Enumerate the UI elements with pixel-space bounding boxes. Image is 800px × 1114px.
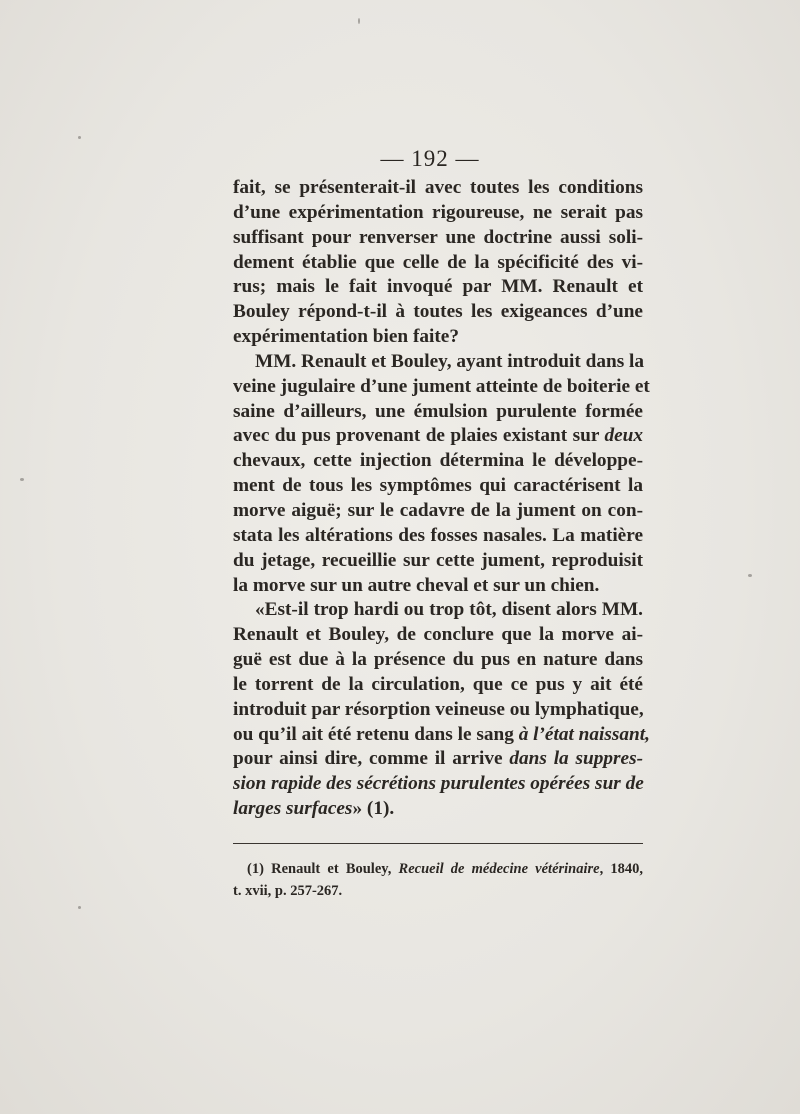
italic-run: dans la suppres- [509, 748, 644, 770]
text-line: MM. Renault et Bouley, ayant introduit dans la [255, 350, 645, 372]
text-line-mixed [233, 723, 650, 748]
text-line: Bouley répond-t-il à toutes les exigeances d’une [233, 301, 643, 323]
footnote [233, 858, 643, 902]
text-line: suffisant pour renverser une doctrine aussi soli- [233, 226, 643, 248]
text-line: introduit par résorption veineuse ou lymphatique, [233, 698, 644, 720]
italic-run: deux [604, 425, 643, 447]
paper-speck [20, 478, 24, 481]
text-line: rus; mais le fait invoqué par MM. Renault et [233, 276, 643, 298]
text-line: expérimentation bien faite? [233, 326, 459, 348]
text-line-mixed [233, 797, 643, 822]
footnote-authors: Renault et Bouley, [271, 861, 392, 877]
text-line: d’une expérimentation rigoureuse, ne serait pas [233, 201, 643, 223]
footnote-rule [233, 843, 643, 844]
footnote-marker: (1) [247, 861, 264, 877]
text-line: guë est due à la présence du pus en nature dans [233, 649, 643, 671]
footnote-year: , 1840, [599, 861, 644, 877]
italic-run: sion rapide des sécrétions purulentes opérées sur de [233, 773, 644, 795]
paper-speck [78, 136, 81, 139]
page-number: — 192 — [380, 146, 480, 171]
footnote-line: t. xvii, p. 257-267. [233, 883, 343, 899]
text-run: avec du pus provenant de plaies existant sur [233, 425, 600, 447]
text-line: veine jugulaire d’une jument atteinte de boiterie et [233, 375, 650, 397]
text-line: du jetage, recueillie sur cette jument, reproduisit [233, 549, 643, 571]
text-line: Renault et Bouley, de conclure que la morve ai- [233, 624, 643, 646]
text-line: le torrent de la circulation, que ce pus y ait été [233, 673, 643, 695]
text-line [233, 772, 643, 797]
italic-run: larges surfaces [233, 798, 353, 820]
footnote-journal: Recueil de médecine vétérinaire [398, 861, 600, 877]
text-line-mixed [233, 424, 643, 449]
paper-speck [358, 18, 360, 24]
text-line: ment de tous les symptômes qui caractérisent la [233, 475, 643, 497]
text-line: fait, se présenterait-il avec toutes les conditions [233, 177, 643, 198]
body-text [233, 176, 650, 822]
text-line: saine d’ailleurs, une émulsion purulente formée [233, 400, 643, 422]
text-line-mixed [233, 747, 643, 772]
text-run: pour ainsi dire, comme il arrive [233, 748, 503, 770]
text-line: la morve sur un autre cheval et sur un chien. [233, 574, 600, 596]
text-line: chevaux, cette injection détermina le développe- [233, 450, 643, 472]
text-line: morve aiguë; sur le cadavre de la jument on con- [233, 499, 643, 521]
paper-speck [78, 906, 81, 909]
text-line: stata les altérations des fosses nasales. La matière [233, 524, 643, 546]
text-run: ou qu’il ait été retenu dans le sang [233, 723, 514, 745]
paper-speck [748, 574, 752, 577]
italic-run: à l’état naissant, [518, 723, 650, 745]
text-line: dement établie que celle de la spécificité des vi- [233, 251, 643, 273]
footnote-line [233, 858, 643, 880]
text-line: «Est-il trop hardi ou trop tôt, disent alors MM. [255, 599, 643, 621]
text-run: » (1). [352, 798, 395, 820]
